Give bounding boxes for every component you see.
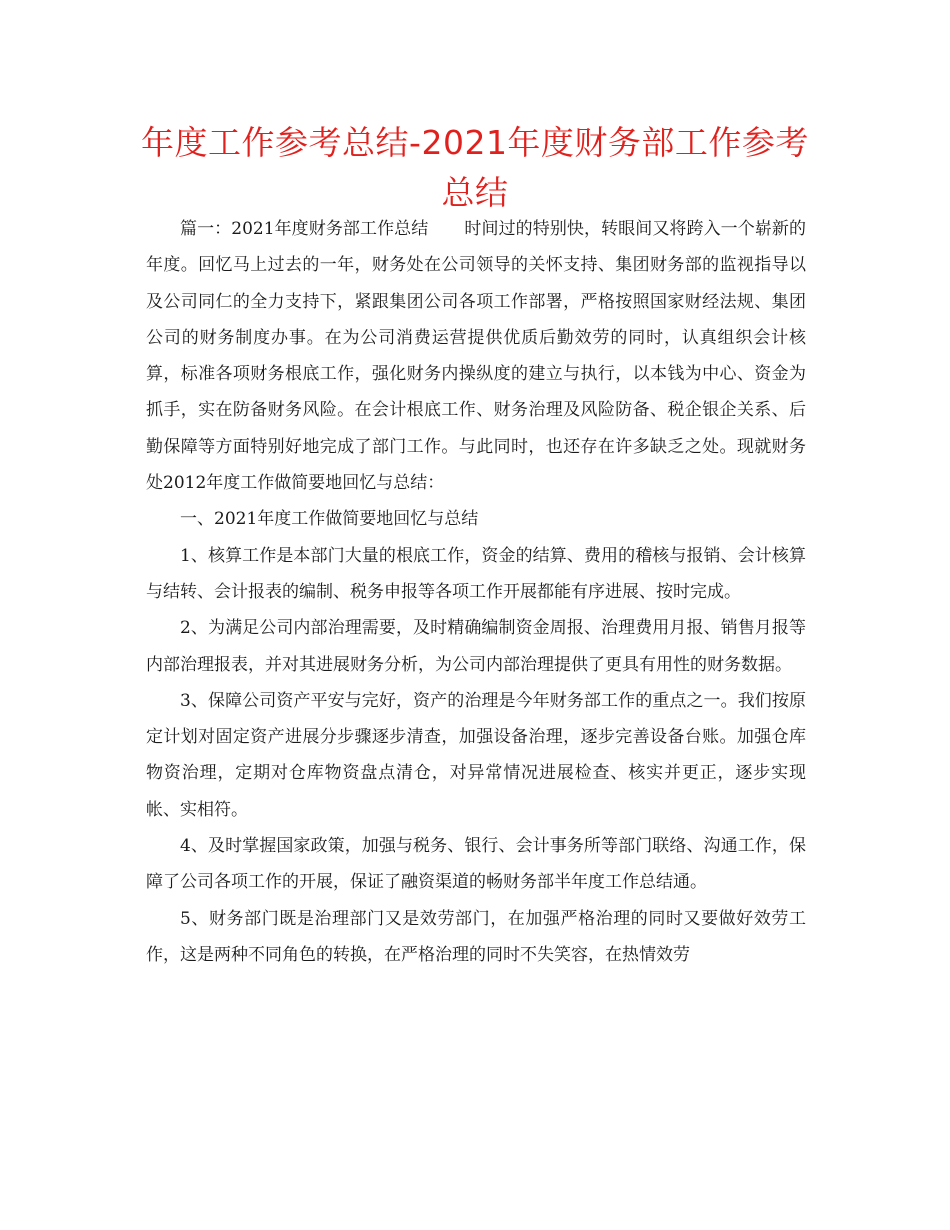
list-item: 4、及时掌握国家政策，加强与税务、银行、会计事务所等部门联络、沟通工作，保障了公司各项工作的开展，保证了融资渠道的畅财务部半年度工作总结通。 [146, 836, 806, 893]
intro-text: 时间过的特别快，转眼间又将跨入一个崭新的年度。回忆马上过去的一年，财务处在公司领导的关怀支持、集团财务部的监视指导以及公司同仁的全力支持下，紧跟集团公司各项工作部署，严格按照国家财经法规、集团公司的财务制度办事。在为公司消费运营提供优质后勤效劳的同时，认真组织会计核算，标准各项财务根底工作，强化财务内操纵度的建立与执行，以本钱为中心、资金为抓手，实在防备财务风险。在会计根底工作、财务治理及风险防备、税企银企关系、后勤保障等方面特别好地完成了部门工作。与此同时，也还存在许多缺乏之处。现就财务处2012年度工作做简要地回忆与总结： [146, 219, 807, 494]
list-item: 2、为满足公司内部治理需要，及时精确编制资金周报、治理费用月报、销售月报等内部治理报表，并对其进展财务分析，为公司内部治理提供了更具有用性的财务数据。 [146, 618, 806, 675]
document-title: 年度工作参考总结-2021年度财务部工作参考总结 [141, 123, 809, 212]
list-item: 5、财务部门既是治理部门又是效劳部门，在加强严格治理的同时又要做好效劳工作，这是两种不同角色的转换，在严格治理的同时不失笑容，在热情效劳 [146, 908, 806, 965]
document-body [146, 211, 806, 973]
list-item: 1、核算工作是本部门大量的根底工作，资金的结算、费用的稽核与报销、会计核算与结转、会计报表的编制、税务申报等各项工作开展都能有序进展、按时完成。 [146, 545, 806, 602]
intro-heading: 篇一：2021年度财务部工作总结 [180, 219, 429, 239]
intro-paragraph [146, 211, 806, 501]
section-heading: 一、2021年度工作做简要地回忆与总结 [180, 509, 479, 530]
list-item: 3、保障公司资产平安与完好，资产的治理是今年财务部工作的重点之一。我们按原定计划对固定资产进展分步骤逐步清查，加强设备治理，逐步完善设备台账。加强仓库物资治理，定期对仓库物资盘点清仓，对异常情况进展检查、核实并更正，逐步实现帐、实相符。 [146, 690, 806, 820]
